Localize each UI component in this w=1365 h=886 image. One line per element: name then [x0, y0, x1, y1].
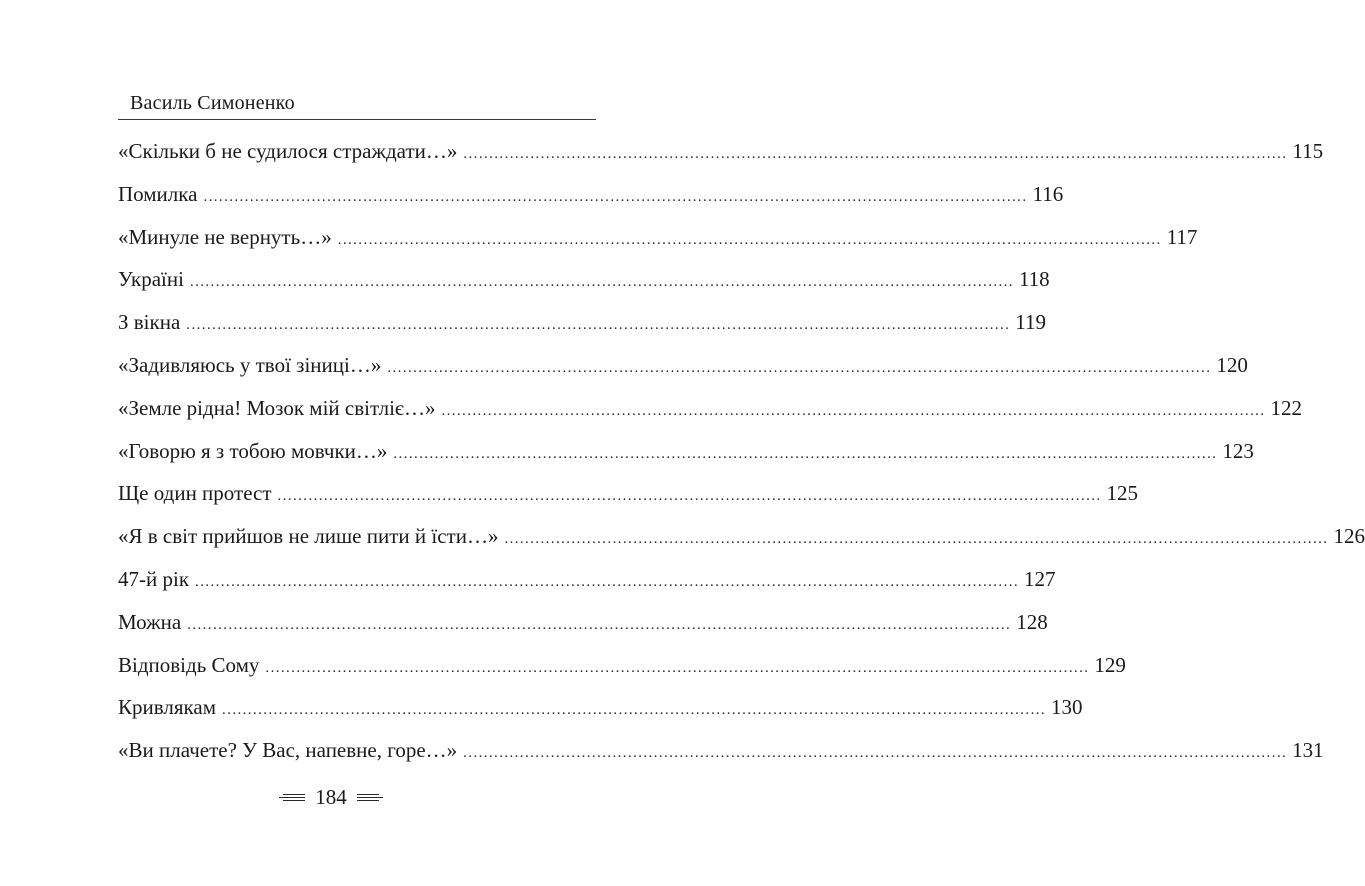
toc-entry	[118, 179, 1064, 222]
folio-ornament-left	[279, 794, 305, 801]
toc-entry-page: 129	[1094, 652, 1126, 677]
toc-entry-page: 130	[1051, 695, 1083, 720]
toc-entry-title: «Задивляюсь у твої зіниці…»	[118, 352, 382, 377]
dot-leader: ................................................................................................................................................................	[187, 616, 1012, 633]
toc-entry-title: Ще один протест	[118, 481, 272, 506]
dot-leader: ................................................................................................................................................................	[195, 573, 1020, 590]
dot-leader: ................................................................................................................................................................	[277, 488, 1102, 505]
toc-entry-title: «Ви плачете? У Вас, напевне, горе…»	[118, 738, 458, 763]
dot-leader: ................................................................................................................................................................	[387, 359, 1212, 376]
toc-entry-title: Кривлякам	[118, 695, 217, 720]
toc-entry-page: 116	[1032, 181, 1064, 206]
toc-entry-title: З вікна	[118, 310, 181, 335]
dot-leader: ................................................................................................................................................................	[504, 531, 1329, 548]
dot-leader: ................................................................................................................................................................	[463, 146, 1288, 162]
running-head	[118, 90, 596, 120]
page-folio	[0, 785, 662, 810]
toc-entry-title: Можна	[118, 609, 182, 634]
toc-entry-title: «Земле рідна! Мозок мій світліє…»	[118, 395, 436, 420]
toc-entry-page: 123	[1222, 438, 1254, 463]
toc-entry-page: 120	[1216, 352, 1248, 377]
toc-entry-title: Помилка	[118, 181, 198, 206]
dot-leader: ................................................................................................................................................................	[337, 231, 1162, 248]
toc-entry-page: 115	[1292, 139, 1324, 163]
toc-entry-page: 117	[1166, 224, 1198, 249]
dot-leader: ................................................................................................................................................................	[186, 317, 1011, 334]
toc-entry	[118, 136, 1324, 179]
toc-entry	[118, 521, 1365, 564]
page-number: 184	[315, 785, 347, 809]
table-of-contents	[118, 136, 1365, 778]
toc-entry	[118, 222, 1198, 265]
dot-leader: ................................................................................................................................................................	[222, 702, 1047, 719]
author-name: Василь Симоненко	[130, 92, 295, 114]
dot-leader: ................................................................................................................................................................	[393, 445, 1218, 462]
toc-entry	[118, 735, 1324, 778]
dot-leader: ................................................................................................................................................................	[463, 745, 1288, 762]
folio-ornament-right	[357, 794, 383, 801]
toc-entry-title: Україні	[118, 267, 184, 292]
toc-entry	[118, 692, 1083, 735]
toc-entry-page: 127	[1024, 566, 1056, 591]
toc-entry	[118, 350, 1248, 393]
toc-entry-page: 118	[1018, 267, 1050, 292]
toc-entry-title: «Минуле не вернуть…»	[118, 224, 332, 249]
toc-entry	[118, 650, 1126, 693]
toc-entry	[118, 264, 1050, 307]
toc-entry	[118, 564, 1056, 607]
dot-leader: ................................................................................................................................................................	[441, 402, 1266, 419]
dot-leader: ................................................................................................................................................................	[189, 274, 1014, 291]
toc-entry	[118, 478, 1139, 521]
toc-entry-page: 119	[1015, 310, 1047, 335]
toc-entry	[118, 393, 1302, 436]
toc-entry-page: 122	[1270, 395, 1302, 420]
toc-entry-title: Відповідь Сому	[118, 652, 260, 677]
dot-leader: ................................................................................................................................................................	[203, 188, 1028, 205]
toc-entry-page: 131	[1292, 738, 1324, 763]
toc-entry-page: 125	[1106, 481, 1139, 506]
toc-entry-page: 128	[1016, 609, 1048, 634]
toc-entry	[118, 436, 1254, 479]
toc-entry-page: 126	[1333, 524, 1365, 549]
toc-entry	[118, 307, 1047, 350]
toc-entry-title: 47-й рік	[118, 566, 190, 591]
toc-entry	[118, 607, 1048, 650]
toc-entry-title: «Я в світ прийшов не лише пити й їсти…»	[118, 524, 499, 549]
dot-leader: ................................................................................................................................................................	[265, 659, 1090, 676]
toc-entry-title: «Скільки б не судилося страждати…»	[118, 139, 458, 163]
toc-entry-title: «Говорю я з тобою мовчки…»	[118, 438, 388, 463]
